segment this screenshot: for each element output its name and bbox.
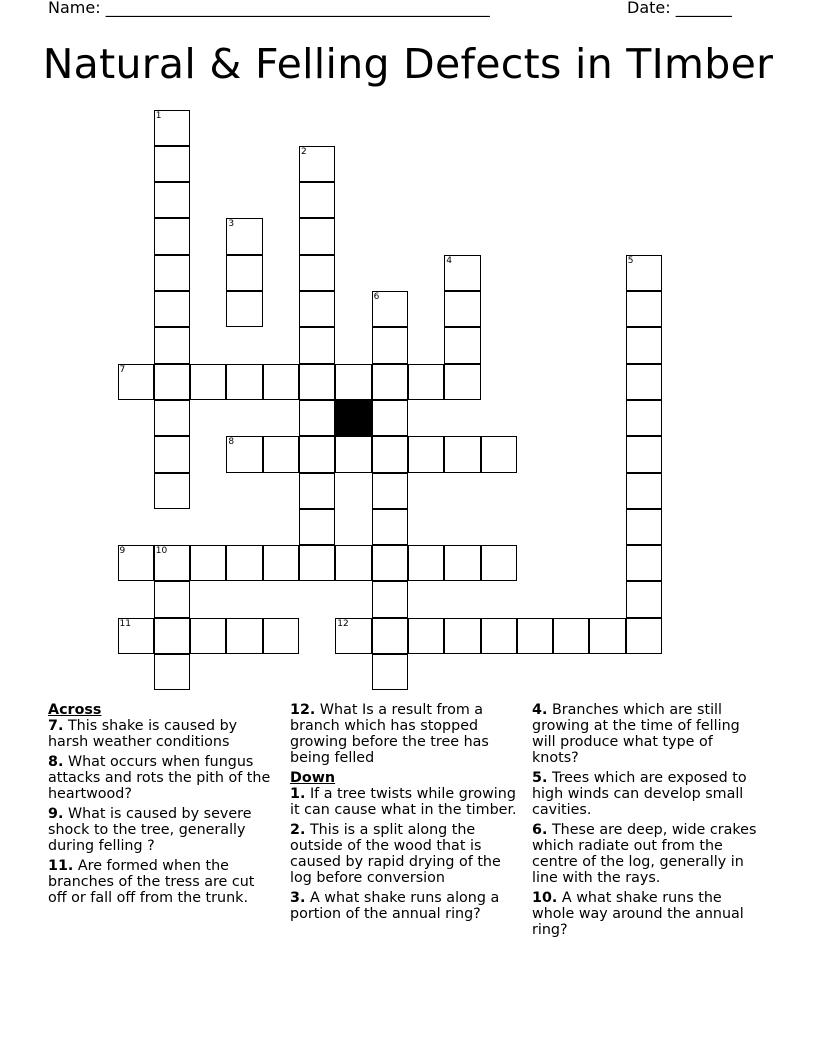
clue-down-5 xyxy=(532,770,760,818)
grid-cell[interactable] xyxy=(154,327,190,363)
grid-cell[interactable] xyxy=(154,436,190,472)
across-heading: Across xyxy=(48,702,102,718)
clue-text: This is a split along the outside of the wood that is caused by rapid drying of the log before conversion xyxy=(290,822,501,886)
grid-cell[interactable] xyxy=(154,255,190,291)
grid-cell[interactable] xyxy=(154,400,190,436)
grid-cell[interactable] xyxy=(444,618,480,654)
grid-cell[interactable] xyxy=(553,618,589,654)
clue-across-8 xyxy=(48,754,276,802)
clue-number: 5. xyxy=(532,770,548,786)
grid-cell[interactable] xyxy=(372,473,408,509)
grid-cell[interactable] xyxy=(444,291,480,327)
grid-cell[interactable] xyxy=(299,364,335,400)
grid-cell[interactable] xyxy=(154,654,190,690)
clue-number: 6. xyxy=(532,822,548,838)
grid-cell[interactable] xyxy=(626,436,662,472)
clue-number: 1. xyxy=(290,786,306,802)
grid-cell[interactable] xyxy=(154,291,190,327)
clue-number: 7. xyxy=(48,718,64,734)
clue-number-label: 4 xyxy=(446,255,452,266)
grid-cell[interactable] xyxy=(372,618,408,654)
clue-text: What Is a result from a branch which has stopped growing before the tree has being felled xyxy=(290,702,489,766)
clue-number: 11. xyxy=(48,858,74,874)
clue-number: 9. xyxy=(48,806,64,822)
grid-cell[interactable] xyxy=(444,545,480,581)
grid-cell[interactable] xyxy=(372,509,408,545)
grid-cell[interactable] xyxy=(299,545,335,581)
grid-cell[interactable] xyxy=(226,618,262,654)
clue-text: These are deep, wide crakes which radiate out from the centre of the log, generally in line with the rays. xyxy=(532,822,757,886)
grid-cell[interactable] xyxy=(154,218,190,254)
clue-number-label: 3 xyxy=(228,219,235,230)
grid-cell[interactable] xyxy=(372,436,408,472)
clue-text: This shake is caused by harsh weather conditions xyxy=(48,718,238,750)
clue-number: 4. xyxy=(532,702,548,718)
clue-text: A what shake runs the whole way around the annual ring? xyxy=(532,890,744,938)
clue-across-7 xyxy=(48,718,276,750)
grid-cell[interactable] xyxy=(263,436,299,472)
grid-cell[interactable] xyxy=(481,436,517,472)
clue-down-4 xyxy=(532,702,760,766)
grid-cell[interactable] xyxy=(372,581,408,617)
clues-column-1 xyxy=(48,702,276,910)
clue-number-label: 8 xyxy=(228,437,235,448)
grid-cell[interactable] xyxy=(408,618,444,654)
grid-cell[interactable] xyxy=(335,436,371,472)
grid-cell[interactable] xyxy=(299,255,335,291)
clue-number-label: 9 xyxy=(119,546,126,557)
grid-cell[interactable] xyxy=(444,364,480,400)
grid-cell[interactable] xyxy=(299,436,335,472)
clue-number-label: 7 xyxy=(119,364,126,375)
grid-cell[interactable] xyxy=(190,364,226,400)
clue-text: A what shake runs along a portion of the annual ring? xyxy=(290,890,500,922)
grid-cell[interactable] xyxy=(626,618,662,654)
grid-cell[interactable] xyxy=(299,400,335,436)
grid-cell[interactable] xyxy=(226,291,262,327)
grid-cell[interactable] xyxy=(154,146,190,182)
grid-cell[interactable] xyxy=(226,255,262,291)
grid-cell[interactable] xyxy=(299,182,335,218)
grid-cell[interactable] xyxy=(372,545,408,581)
grid-cell[interactable] xyxy=(481,618,517,654)
grid-cell[interactable] xyxy=(589,618,625,654)
clue-text: Are formed when the branches of the tress are cut off or fall off from the trunk. xyxy=(48,858,255,906)
grid-cell[interactable] xyxy=(154,581,190,617)
clue-down-2 xyxy=(290,822,518,886)
clue-across-12 xyxy=(290,702,518,766)
grid-cell[interactable] xyxy=(517,618,553,654)
grid-cell[interactable] xyxy=(263,364,299,400)
clue-down-10 xyxy=(532,890,760,938)
grid-cell[interactable] xyxy=(626,581,662,617)
clue-text: Branches which are still growing at the time of felling will produce what type of knots? xyxy=(532,702,740,766)
grid-cell[interactable] xyxy=(154,618,190,654)
clue-down-3 xyxy=(290,890,518,922)
clue-number-label: 11 xyxy=(119,618,131,629)
grid-cell[interactable] xyxy=(626,364,662,400)
clue-down-1 xyxy=(290,786,518,818)
clue-down-6 xyxy=(532,822,760,886)
clue-text: What occurs when fungus attacks and rots the pith of the heartwood? xyxy=(48,754,271,802)
date-line: _______ xyxy=(675,0,732,17)
grid-cell[interactable] xyxy=(299,291,335,327)
grid-cell[interactable] xyxy=(263,618,299,654)
clue-number-label: 2 xyxy=(301,146,307,157)
grid-cell[interactable] xyxy=(372,654,408,690)
name-label: Name: xyxy=(48,0,101,17)
grid-cell[interactable] xyxy=(372,327,408,363)
date-label: Date: xyxy=(627,0,671,17)
grid-cell[interactable] xyxy=(481,545,517,581)
clue-number-label: 12 xyxy=(337,618,349,629)
grid-cell[interactable] xyxy=(626,400,662,436)
page-title: Natural & Felling Defects in TImber xyxy=(42,40,774,88)
grid-cell[interactable] xyxy=(626,473,662,509)
grid-cell[interactable] xyxy=(299,509,335,545)
clue-number-label: 10 xyxy=(155,546,168,557)
grid-cell[interactable] xyxy=(408,545,444,581)
clue-number-label: 6 xyxy=(373,292,380,302)
grid-cell[interactable] xyxy=(626,327,662,363)
grid-cell[interactable] xyxy=(299,473,335,509)
clue-number: 8. xyxy=(48,754,64,770)
grid-cell[interactable] xyxy=(408,364,444,400)
clue-number-label: 5 xyxy=(627,255,634,266)
grid-cell[interactable] xyxy=(226,545,262,581)
name-line: ________________________________________________ xyxy=(105,0,490,17)
grid-cell[interactable] xyxy=(335,545,371,581)
grid-cell[interactable] xyxy=(263,545,299,581)
clue-number: 12. xyxy=(290,702,316,718)
clue-text: If a tree twists while growing it can cause what in the timber. xyxy=(290,786,517,818)
grid-cell[interactable] xyxy=(335,364,371,400)
grid-cell[interactable] xyxy=(372,364,408,400)
grid-cell[interactable] xyxy=(154,364,190,400)
grid-cell[interactable] xyxy=(299,218,335,254)
clue-number: 10. xyxy=(532,890,558,906)
grid-cell[interactable] xyxy=(626,545,662,581)
grid-cell[interactable] xyxy=(372,400,408,436)
grid-cell[interactable] xyxy=(190,618,226,654)
clues-column-2 xyxy=(290,702,518,926)
clue-across-11 xyxy=(48,858,276,906)
grid-cell[interactable] xyxy=(154,182,190,218)
grid-cell[interactable] xyxy=(444,436,480,472)
grid-cell[interactable] xyxy=(154,473,190,509)
clues-column-3 xyxy=(532,702,760,942)
clue-text: Trees which are exposed to high winds can develop small cavities. xyxy=(532,770,747,818)
black-square xyxy=(335,400,371,436)
grid-cell[interactable] xyxy=(626,291,662,327)
grid-cell[interactable] xyxy=(408,436,444,472)
grid-cell[interactable] xyxy=(444,327,480,363)
clue-across-9 xyxy=(48,806,276,854)
clue-text: What is caused by severe shock to the tree, generally during felling ? xyxy=(48,806,252,854)
clue-number-label: 1 xyxy=(155,110,162,121)
clue-number: 3. xyxy=(290,890,306,906)
grid-cell[interactable] xyxy=(626,509,662,545)
grid-cell[interactable] xyxy=(190,545,226,581)
down-heading: Down xyxy=(290,770,336,786)
grid-cell[interactable] xyxy=(299,327,335,363)
clue-number: 2. xyxy=(290,822,306,838)
grid-cell[interactable] xyxy=(226,364,262,400)
